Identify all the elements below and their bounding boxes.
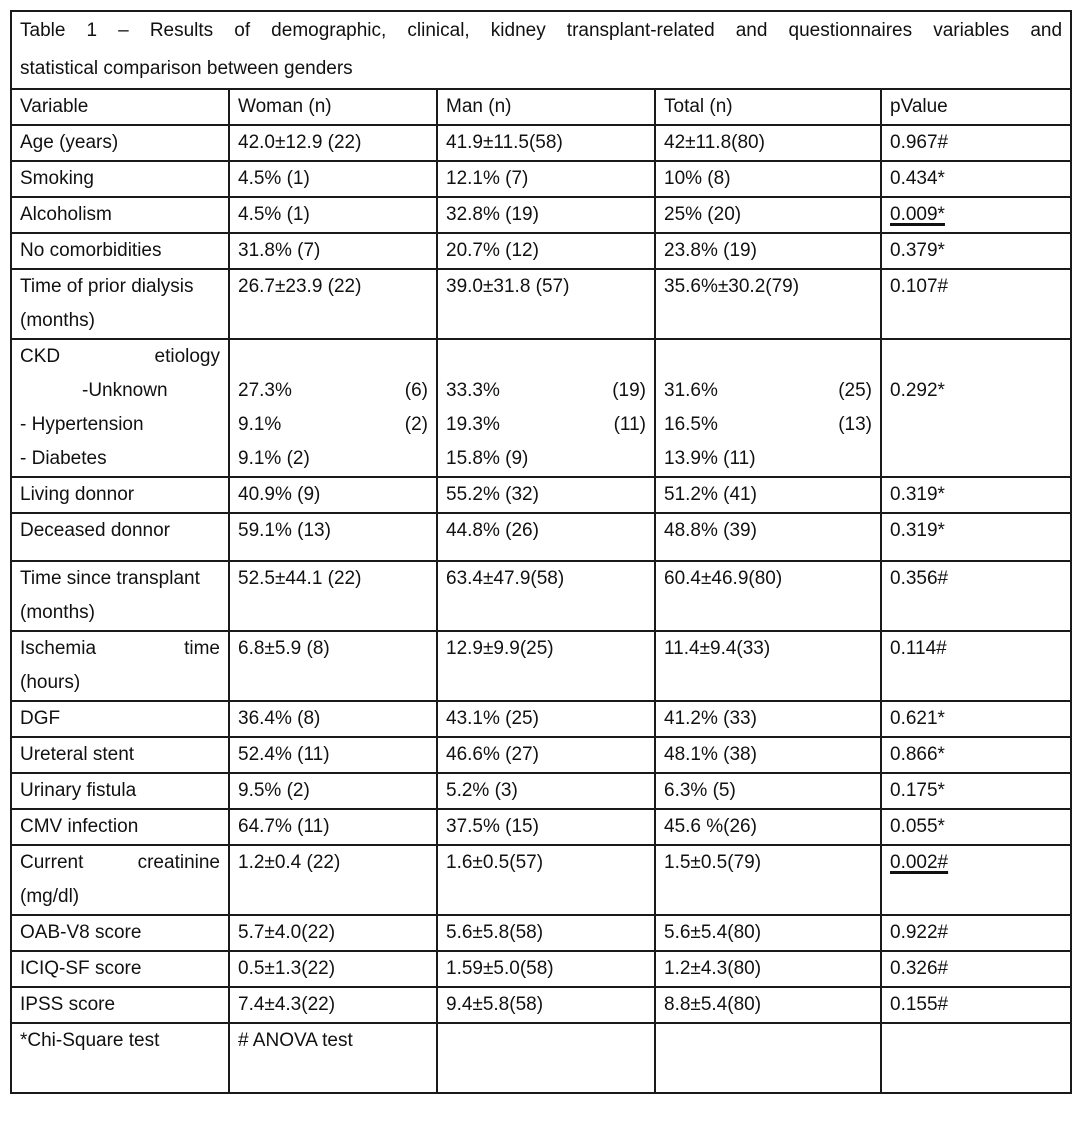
- variable-word-b: creatinine: [137, 852, 220, 873]
- ckd-unknown-label: -Unknown: [82, 380, 168, 401]
- ckd-woman-diabetes: 9.1% (2): [238, 448, 310, 469]
- ckd-diabetes-label: - Diabetes: [20, 448, 107, 469]
- cell-variable: Living donnor: [11, 477, 229, 513]
- table-row: [11, 987, 1071, 1023]
- cell-variable: Deceased donnor: [11, 513, 229, 561]
- cell-total: 45.6 %(26): [655, 809, 881, 845]
- cell-woman: 0.5±1.3(22): [229, 951, 437, 987]
- value-b: (19): [612, 380, 646, 401]
- cell-total: 41.2% (33): [655, 701, 881, 737]
- header-row: [11, 89, 1071, 125]
- variable-line-2: (mg/dl): [20, 886, 80, 907]
- ckd-etiology-row: [11, 339, 1071, 477]
- table-row: [11, 737, 1071, 773]
- value-a: 31.6%: [664, 380, 718, 401]
- value-a: 19.3%: [446, 414, 500, 435]
- variable-word-b: time: [184, 638, 220, 659]
- cell-total: 42±11.8(80): [655, 125, 881, 161]
- cell-total: 1.5±0.5(79): [655, 845, 881, 915]
- cell-total: 25% (20): [655, 197, 881, 233]
- cell-woman: 6.8±5.9 (8): [229, 631, 437, 701]
- results-table: [10, 10, 1072, 1094]
- cell-total: 6.3% (5): [655, 773, 881, 809]
- cell-total: 5.6±5.4(80): [655, 915, 881, 951]
- table-row: [11, 197, 1071, 233]
- cell-variable: Urinary fistula: [11, 773, 229, 809]
- cell-variable: Smoking: [11, 161, 229, 197]
- cell-total: 23.8% (19): [655, 233, 881, 269]
- table-row: [11, 701, 1071, 737]
- value-b: (13): [838, 414, 872, 435]
- table-row: [11, 125, 1071, 161]
- significant-pvalue: 0.002#: [890, 852, 949, 873]
- cell-pvalue: 0.155#: [881, 987, 1071, 1023]
- cell-woman: [229, 339, 437, 477]
- significant-pvalue: 0.009*: [890, 204, 945, 225]
- cell-woman: 9.5% (2): [229, 773, 437, 809]
- cell-total: 48.1% (38): [655, 737, 881, 773]
- table-row: [11, 269, 1071, 339]
- cell-man: 43.1% (25): [437, 701, 655, 737]
- ckd-woman-unknown: [238, 374, 428, 408]
- table-row: [11, 631, 1071, 701]
- cell-pvalue: 0.175*: [881, 773, 1071, 809]
- ckd-heading: [20, 340, 220, 374]
- ckd-total-unknown: [664, 374, 872, 408]
- ckd-man-hypertension: [446, 408, 646, 442]
- cell-pvalue: 0.356#: [881, 561, 1071, 631]
- cell-pvalue: 0.326#: [881, 951, 1071, 987]
- table-row: [11, 233, 1071, 269]
- cell-man: 32.8% (19): [437, 197, 655, 233]
- table-row: [11, 513, 1071, 561]
- cell-pvalue: 0.866*: [881, 737, 1071, 773]
- cell-man: 44.8% (26): [437, 513, 655, 561]
- cell-variable: CMV infection: [11, 809, 229, 845]
- cell-pvalue: [881, 845, 1071, 915]
- ckd-total-diabetes: 13.9% (11): [664, 448, 756, 469]
- table-row: [11, 845, 1071, 915]
- variable-word-a: Current: [20, 852, 84, 873]
- cell-man: [437, 339, 655, 477]
- cell-woman: 4.5% (1): [229, 197, 437, 233]
- cell-man: 12.9±9.9(25): [437, 631, 655, 701]
- cell-total: 51.2% (41): [655, 477, 881, 513]
- cell-pvalue: 0.055*: [881, 809, 1071, 845]
- cell-total: 10% (8): [655, 161, 881, 197]
- table-caption: [11, 11, 1071, 89]
- empty-cell: [437, 1023, 655, 1093]
- cell-variable: IPSS score: [11, 987, 229, 1023]
- value-a: 33.3%: [446, 380, 500, 401]
- table-row: [11, 951, 1071, 987]
- variable-line-2: (hours): [20, 672, 81, 693]
- cell-woman: 7.4±4.3(22): [229, 987, 437, 1023]
- cell-man: 5.6±5.8(58): [437, 915, 655, 951]
- cell-total: [655, 339, 881, 477]
- cell-pvalue: 0.114#: [881, 631, 1071, 701]
- header-total: Total (n): [655, 89, 881, 125]
- cell-variable: Ureteral stent: [11, 737, 229, 773]
- cell-woman: 59.1% (13): [229, 513, 437, 561]
- cell-variable: [11, 631, 229, 701]
- cell-variable: DGF: [11, 701, 229, 737]
- ckd-man-diabetes: 15.8% (9): [446, 448, 529, 469]
- cell-man: 41.9±11.5(58): [437, 125, 655, 161]
- table-row: [11, 161, 1071, 197]
- caption-row: [11, 11, 1071, 89]
- cell-woman: 5.7±4.0(22): [229, 915, 437, 951]
- cell-pvalue: 0.319*: [881, 477, 1071, 513]
- cell-variable: Alcoholism: [11, 197, 229, 233]
- cell-total: 48.8% (39): [655, 513, 881, 561]
- variable-line-1: [20, 632, 220, 666]
- cell-total: 35.6%±30.2(79): [655, 269, 881, 339]
- table-row: [11, 809, 1071, 845]
- cell-variable: [11, 845, 229, 915]
- cell-man: 37.5% (15): [437, 809, 655, 845]
- cell-pvalue: 0.107#: [881, 269, 1071, 339]
- ckd-total-hypertension: [664, 408, 872, 442]
- cell-pvalue: 0.621*: [881, 701, 1071, 737]
- cell-man: 46.6% (27): [437, 737, 655, 773]
- variable-word-a: Ischemia: [20, 638, 97, 659]
- cell-variable: [11, 339, 229, 477]
- table-row: [11, 773, 1071, 809]
- cell-pvalue: [881, 339, 1071, 477]
- cell-man: 12.1% (7): [437, 161, 655, 197]
- cell-man: 55.2% (32): [437, 477, 655, 513]
- cell-woman: 52.4% (11): [229, 737, 437, 773]
- ckd-woman-hypertension: [238, 408, 428, 442]
- variable-line-2: (months): [20, 310, 95, 331]
- cell-pvalue: 0.967#: [881, 125, 1071, 161]
- cell-total: 8.8±5.4(80): [655, 987, 881, 1023]
- cell-woman: 4.5% (1): [229, 161, 437, 197]
- ckd-heading-b: etiology: [154, 346, 220, 367]
- variable-line-1: [20, 846, 220, 880]
- cell-variable: [11, 561, 229, 631]
- caption-line-1: Table 1 – Results of demographic, clinical, kidney transplant-related and questionnaires variables and: [20, 20, 1063, 41]
- cell-variable: OAB-V8 score: [11, 915, 229, 951]
- cell-pvalue: [881, 197, 1071, 233]
- value-b: (2): [404, 414, 428, 435]
- cell-man: 39.0±31.8 (57): [437, 269, 655, 339]
- cell-pvalue: 0.922#: [881, 915, 1071, 951]
- caption-line-2: statistical comparison between genders: [20, 58, 353, 79]
- header-variable: Variable: [11, 89, 229, 125]
- variable-line-2: (months): [20, 602, 95, 623]
- value-a: 27.3%: [238, 380, 292, 401]
- cell-woman: 26.7±23.9 (22): [229, 269, 437, 339]
- cell-variable: ICIQ-SF score: [11, 951, 229, 987]
- value-a: 9.1%: [238, 414, 282, 435]
- cell-variable: Age (years): [11, 125, 229, 161]
- ckd-pvalue: 0.292*: [890, 380, 945, 401]
- cell-total: 60.4±46.9(80): [655, 561, 881, 631]
- value-a: 16.5%: [664, 414, 718, 435]
- cell-man: 1.59±5.0(58): [437, 951, 655, 987]
- cell-man: 20.7% (12): [437, 233, 655, 269]
- cell-woman: 1.2±0.4 (22): [229, 845, 437, 915]
- cell-man: 9.4±5.8(58): [437, 987, 655, 1023]
- cell-woman: 36.4% (8): [229, 701, 437, 737]
- cell-pvalue: 0.379*: [881, 233, 1071, 269]
- cell-variable: No comorbidities: [11, 233, 229, 269]
- variable-line-1: Time since transplant: [20, 568, 200, 589]
- value-b: (11): [613, 414, 646, 435]
- cell-woman: 42.0±12.9 (22): [229, 125, 437, 161]
- table-row: [11, 561, 1071, 631]
- footnote-row: [11, 1023, 1071, 1093]
- table-row: [11, 477, 1071, 513]
- cell-pvalue: 0.434*: [881, 161, 1071, 197]
- cell-total: 11.4±9.4(33): [655, 631, 881, 701]
- cell-woman: 52.5±44.1 (22): [229, 561, 437, 631]
- empty-cell: [881, 1023, 1071, 1093]
- footnote-chi-square: *Chi-Square test: [11, 1023, 229, 1093]
- value-b: (6): [404, 380, 428, 401]
- footnote-anova: # ANOVA test: [229, 1023, 437, 1093]
- cell-pvalue: 0.319*: [881, 513, 1071, 561]
- empty-cell: [655, 1023, 881, 1093]
- cell-man: 63.4±47.9(58): [437, 561, 655, 631]
- cell-woman: 40.9% (9): [229, 477, 437, 513]
- table-row: [11, 915, 1071, 951]
- ckd-hypertension-label: - Hypertension: [20, 414, 144, 435]
- header-man: Man (n): [437, 89, 655, 125]
- cell-total: 1.2±4.3(80): [655, 951, 881, 987]
- cell-variable: [11, 269, 229, 339]
- ckd-heading-a: CKD: [20, 346, 61, 367]
- cell-woman: 31.8% (7): [229, 233, 437, 269]
- value-b: (25): [838, 380, 872, 401]
- header-pvalue: pValue: [881, 89, 1071, 125]
- cell-woman: 64.7% (11): [229, 809, 437, 845]
- header-woman: Woman (n): [229, 89, 437, 125]
- cell-man: 5.2% (3): [437, 773, 655, 809]
- variable-line-1: Time of prior dialysis: [20, 276, 194, 297]
- ckd-man-unknown: [446, 374, 646, 408]
- cell-man: 1.6±0.5(57): [437, 845, 655, 915]
